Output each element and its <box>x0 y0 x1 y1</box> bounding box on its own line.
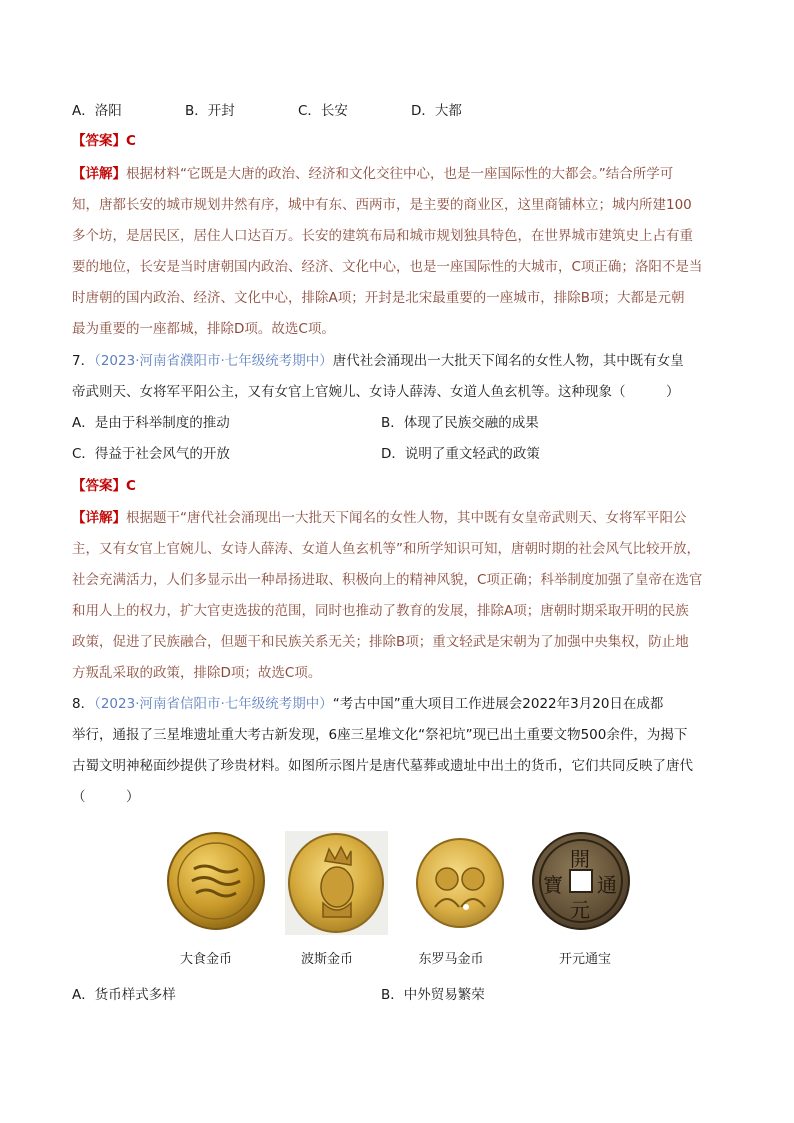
answer-label: 【答案】 <box>72 133 126 149</box>
q6-option-b: B．开封 <box>185 103 235 119</box>
q6-detail-line: 知，唐都长安的城市规划井然有序，城中有东、西两市，是主要的商业区，这里商铺林立；城内所建100 <box>72 197 692 213</box>
detail-label: 【详解】 <box>72 166 126 182</box>
detail-label: 【详解】 <box>72 510 126 526</box>
detail-text: 根据材料“它既是大唐的政治、经济和文化交往中心，也是一座国际性的大都会。”结合所学可 <box>126 166 674 182</box>
q7-answer <box>72 476 136 496</box>
q8-stem-line: （ ） <box>72 789 140 805</box>
q7-stem <box>72 351 684 371</box>
question-number: 7． <box>72 353 95 369</box>
question-source: （2023·河南省信阳市·七年级统考期中） <box>94 696 333 712</box>
q6-option-a: A．洛阳 <box>72 103 122 119</box>
q8-stem <box>72 694 663 714</box>
coin-glyph-right: 通 <box>597 873 617 897</box>
q7-detail-line <box>72 508 687 528</box>
coin-caption: 开元通宝 <box>558 952 611 967</box>
q6-detail-line: 要的地位，长安是当时唐朝国内政治、经济、文化中心，也是一座国际性的大城市，C项正确；洛阳不是当 <box>72 259 703 275</box>
q8-option-b: B．中外贸易繁荣 <box>381 987 485 1003</box>
coin-glyph-left: 寶 <box>543 873 563 897</box>
q6-option-c: C．长安 <box>298 103 348 119</box>
q7-stem-line: 帝武则天、女将军平阳公主，又有女官上官婉儿、女诗人薛涛、女道人鱼玄机等。这种现象（ ） <box>72 384 680 400</box>
q7-option-a: A．是由于科举制度的推动 <box>72 415 230 431</box>
detail-text: 根据题干“唐代社会涌现出一大批天下闻名的女性人物，其中既有女皇帝武则天、女将军平阳公 <box>126 510 687 526</box>
coin-glyph-bottom: 元 <box>570 898 590 922</box>
q7-detail-line: 政策，促进了民族融合，但题干和民族关系无关；排除B项；重文轻武是宋朝为了加强中央集权，防止地 <box>72 634 689 650</box>
q8-stem-line: 古蜀文明神秘面纱提供了珍贵材料。如图所示图片是唐代墓葬或遗址中出土的货币，它们共同反映了唐代 <box>72 758 693 774</box>
stem-text: “考古中国”重大项目工作进展会2022年3月20日在成都 <box>332 696 664 712</box>
byzantine-gold-coin-icon <box>415 837 505 929</box>
question-source: （2023·河南省濮阳市·七年级统考期中） <box>94 353 333 369</box>
answer-value: C <box>126 478 136 494</box>
coin-glyph-top: 開 <box>570 847 590 871</box>
q8-option-a: A．货币样式多样 <box>72 987 176 1003</box>
q7-detail-line: 方叛乱采取的政策，排除D项；故选C项。 <box>72 665 322 681</box>
stem-text: 唐代社会涌现出一大批天下闻名的女性人物，其中既有女皇 <box>332 353 684 369</box>
q7-option-c: C．得益于社会风气的开放 <box>72 446 230 462</box>
answer-label: 【答案】 <box>72 478 126 494</box>
q6-detail-line: 多个坊，是居民区，居住人口达百万。长安的建筑布局和城市规划独具特色，在世界城市建筑史上占有重 <box>72 228 693 244</box>
question-number: 8． <box>72 696 95 712</box>
coin-caption: 波斯金币 <box>300 952 353 967</box>
coin-caption: 大食金币 <box>179 952 232 967</box>
q6-detail-line <box>72 164 673 184</box>
q7-detail-line: 和用人上的权力，扩大官吏选拔的范围，同时也推动了教育的发展，排除A项；唐朝时期采取开明的民族 <box>72 603 689 619</box>
q7-detail-line: 社会充满活力，人们多显示出一种昂扬进取、积极向上的精神风貌，C项正确；科举制度加强了皇帝在选官 <box>72 572 703 588</box>
persian-gold-coin-icon <box>285 831 388 935</box>
gold-dinar-icon <box>166 831 266 931</box>
q6-option-d: D．大都 <box>411 103 462 119</box>
q7-option-d: D．说明了重文轻武的政策 <box>381 446 540 462</box>
q6-answer <box>72 131 136 151</box>
q8-stem-line: 举行，通报了三星堆遗址重大考古新发现，6座三星堆文化“祭祀坑”现已出土重要文物500余件，为揭下 <box>72 727 688 743</box>
answer-value: C <box>126 133 136 149</box>
q6-detail-line: 时唐朝的国内政治、经济、文化中心，排除A项；开封是北宋最重要的一座城市，排除B项；大都是元朝 <box>72 290 685 306</box>
q7-detail-line: 主，又有女官上官婉儿、女诗人薛涛、女道人鱼玄机等”和所学知识可知，唐朝时期的社会风气比较开放， <box>72 541 700 557</box>
q7-option-b: B．体现了民族交融的成果 <box>381 415 539 431</box>
kaiyuan-tongbao-icon <box>531 831 631 931</box>
q6-detail-line: 最为重要的一座都城，排除D项。故选C项。 <box>72 321 335 337</box>
coin-caption: 东罗马金币 <box>418 952 484 967</box>
